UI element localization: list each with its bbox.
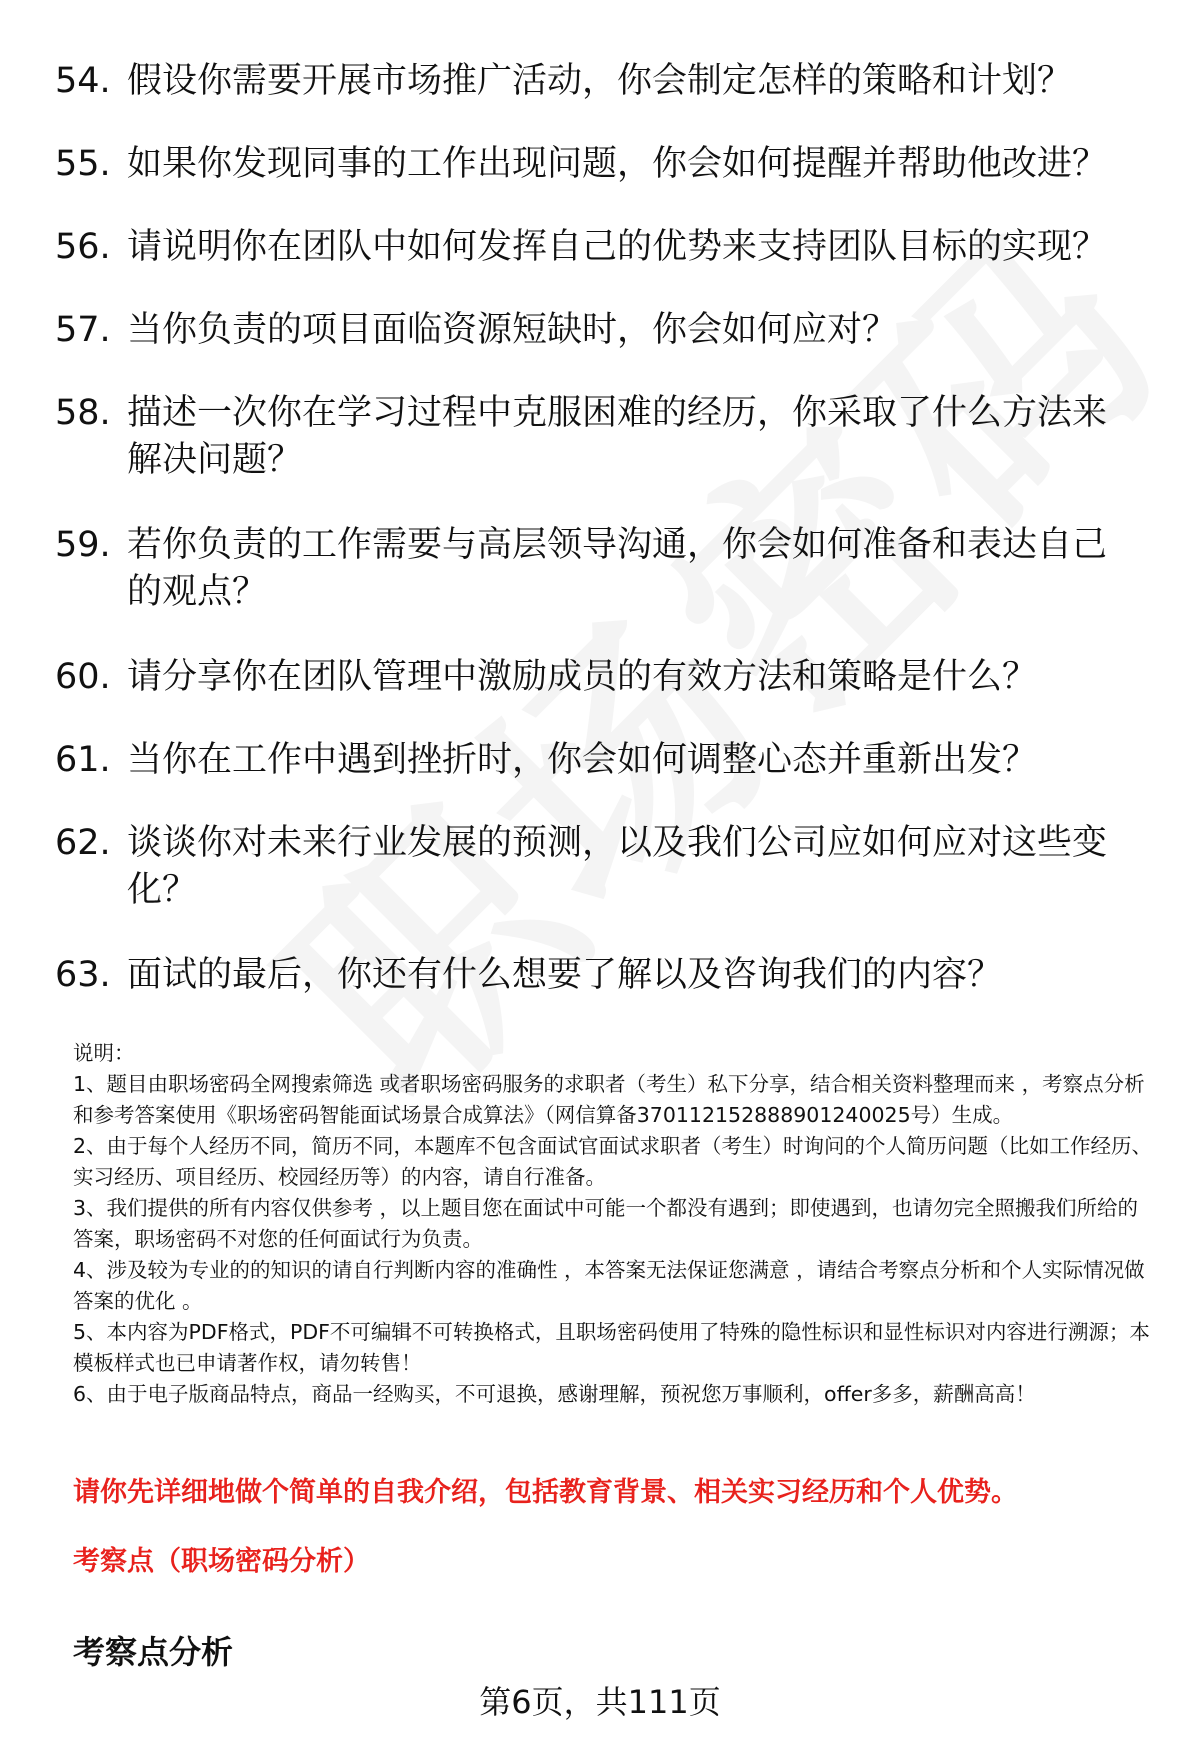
question-item: [55, 141, 1145, 188]
question-number: 60.: [55, 657, 111, 697]
question-number: 56.: [55, 227, 111, 267]
question-number: 55.: [55, 144, 111, 184]
question-text: 请说明你在团队中如何发挥自己的优势来支持团队目标的实现？: [127, 227, 1108, 267]
question-number: 63.: [55, 955, 111, 995]
note-item: 3、我们提供的所有内容仅供参考 ，以上题目您在面试中可能一个都没有遇到；即使遇到，也请勿完全照搬我们所给的答案，职场密码不对您的任何面试行为负责。: [73, 1196, 1139, 1251]
question-text: 请分享你在团队管理中激励成员的有效方法和策略是什么？: [127, 657, 1038, 697]
note-item: 2、由于每个人经历不同，简历不同，本题库不包含面试官面试求职者（考生）时询问的个人简历问题（比如工作经历、实习经历、项目经历、校园经历等）的内容，请自行准备。: [73, 1134, 1153, 1189]
question-text: 如果你发现同事的工作出现问题，你会如何提醒并帮助他改进？: [127, 144, 1108, 184]
question-item: [55, 737, 1145, 784]
note-item: 4、涉及较为专业的的知识的请自行判断内容的准确性 ，本答案无法保证您满意 ，请结合考察点分析和个人实际情况做答案的优化 。: [73, 1258, 1145, 1313]
question-item: [55, 307, 1145, 354]
notes-title: 说明：: [73, 1041, 135, 1065]
analysis-label: 考察点（职场密码分析）: [73, 1546, 370, 1577]
question-item: [55, 522, 1145, 616]
note-item: 5、本内容为PDF格式，PDF不可编辑不可转换格式，且职场密码使用了特殊的隐性标识和显性标识对内容进行溯源；本模板样式也已申请著作权，请勿转售！: [73, 1320, 1150, 1375]
note-item: 1、题目由职场密码全网搜索筛选 或者职场密码服务的求职者（考生）私下分享，结合相关资料整理而来 ，考察点分析和参考答案使用《职场密码智能面试场景合成算法》（网信算备370112152888901240025号）生成。: [73, 1072, 1145, 1127]
notes-block: [73, 1038, 1158, 1410]
question-item: [55, 654, 1145, 701]
question-number: 57.: [55, 310, 111, 350]
question-number: 62.: [55, 823, 111, 863]
section-heading: 考察点分析: [73, 1633, 234, 1671]
question-item: [55, 58, 1145, 105]
question-item: [55, 820, 1145, 914]
question-text: 当你负责的项目面临资源短缺时，你会如何应对？: [127, 310, 898, 350]
question-number: 58.: [55, 393, 111, 433]
question-text: 谈谈你对未来行业发展的预测，以及我们公司应如何应对这些变化？: [127, 823, 1108, 910]
question-number: 61.: [55, 740, 111, 780]
question-text: 当你在工作中遇到挫折时，你会如何调整心态并重新出发？: [127, 740, 1038, 780]
question-text: 若你负责的工作需要与高层领导沟通，你会如何准备和表达自己的观点？: [127, 525, 1108, 612]
question-item: [55, 224, 1145, 271]
question-text: 描述一次你在学习过程中克服困难的经历，你采取了什么方法来解决问题？: [127, 393, 1108, 480]
question-number: 54.: [55, 61, 111, 101]
question-number: 59.: [55, 525, 111, 565]
question-text: 面试的最后，你还有什么想要了解以及咨询我们的内容？: [127, 955, 1003, 995]
note-item: 6、由于电子版商品特点，商品一经购买，不可退换，感谢理解，预祝您万事顺利，offer多多，薪酬高高！: [73, 1382, 1036, 1406]
next-question-heading: 请你先详细地做个简单的自我介绍，包括教育背景、相关实习经历和个人优势。: [73, 1477, 1018, 1508]
question-list: [55, 58, 1145, 1035]
question-text: 假设你需要开展市场推广活动，你会制定怎样的策略和计划？: [127, 61, 1073, 101]
question-item: [55, 390, 1145, 484]
question-item: [55, 952, 1145, 999]
page-number: 第6页，共111页: [479, 1683, 721, 1721]
